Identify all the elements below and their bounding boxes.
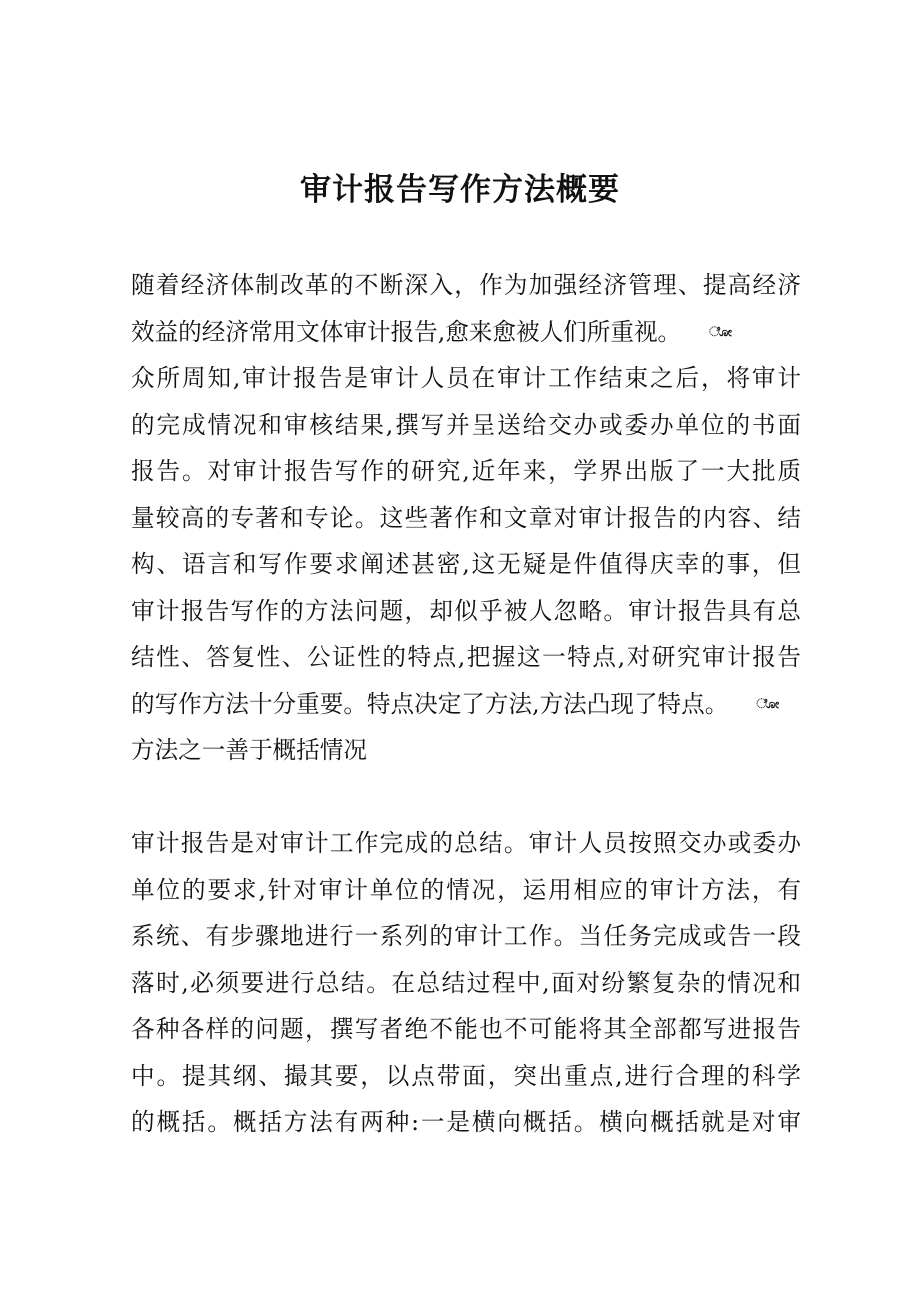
text-line <box>131 355 801 402</box>
text-line <box>131 634 801 681</box>
text-line-content: 众所周知,审计报告是审计人员在审计工作结束之后，将审计 <box>131 364 801 392</box>
text-line <box>131 495 801 542</box>
text-line <box>131 1053 801 1100</box>
text-line-content: 构、语言和写作要求阐述甚密,这无疑是件值得庆幸的事，但 <box>131 550 801 578</box>
text-line <box>131 262 801 309</box>
paragraph-gap <box>131 774 801 821</box>
text-line <box>131 820 801 867</box>
text-line <box>131 913 801 960</box>
text-line-content: 的概括。概括方法有两种:一是横向概括。横向概括就是对审 <box>131 1108 801 1136</box>
document-title: 审计报告写作方法概要 <box>300 172 620 208</box>
text-line <box>131 867 801 914</box>
text-line <box>131 402 801 449</box>
text-line-content: 系统、有步骤地进行一系列的审计工作。当任务完成或告一段 <box>131 922 801 950</box>
text-line-content: 的完成情况和审核结果,撰写并呈送给交办或委办单位的书面 <box>131 410 801 439</box>
text-line <box>131 1006 801 1053</box>
text-line-content: 的写作方法十分重要。特点决定了方法,方法凸现了特点。 <box>131 689 729 718</box>
text-line-content: 各种各样的问题，撰写者绝不能也不可能将其全部都写进报告 <box>131 1015 801 1043</box>
text-line-content: 随着经济体制改革的不断深入，作为加强经济管理、提高经济 <box>131 271 801 299</box>
text-line <box>131 448 801 495</box>
text-line <box>131 588 801 635</box>
text-line <box>131 681 801 728</box>
text-line-content: 报告。对审计报告写作的研究,近年来，学界出版了一大批质 <box>131 457 801 485</box>
text-line <box>131 1099 801 1146</box>
text-line <box>131 727 801 774</box>
text-line <box>131 309 801 356</box>
text-line-content: 效益的经济常用文体审计报告,愈来愈被人们所重视。 <box>131 317 682 346</box>
text-line <box>131 541 801 588</box>
text-line-content: 审计报告写作的方法问题，却似乎被人忽略。审计报告具有总 <box>131 596 801 625</box>
paragraph-mark-icon: ೋ <box>709 324 732 340</box>
text-line-content: 审计报告是对审计工作完成的总结。审计人员按照交办或委办 <box>131 829 801 857</box>
text-line-content: 中。提其纲、撮其要，以点带面，突出重点,进行合理的科学 <box>131 1061 801 1090</box>
text-line-content: 落时,必须要进行总结。在总结过程中,面对纷繁复杂的情况和 <box>131 968 801 997</box>
text-line-content: 方法之一善于概括情况 <box>131 736 367 764</box>
text-line-content: 结性、答复性、公证性的特点,把握这一特点,对研究审计报告 <box>131 643 801 671</box>
text-line-content: 量较高的专著和专论。这些著作和文章对审计报告的内容、结 <box>131 503 801 532</box>
document-body <box>131 262 801 1146</box>
text-line-content: 单位的要求,针对审计单位的情况，运用相应的审计方法，有 <box>131 875 801 904</box>
text-line <box>131 960 801 1007</box>
paragraph-mark-icon: ೋ <box>756 696 780 712</box>
